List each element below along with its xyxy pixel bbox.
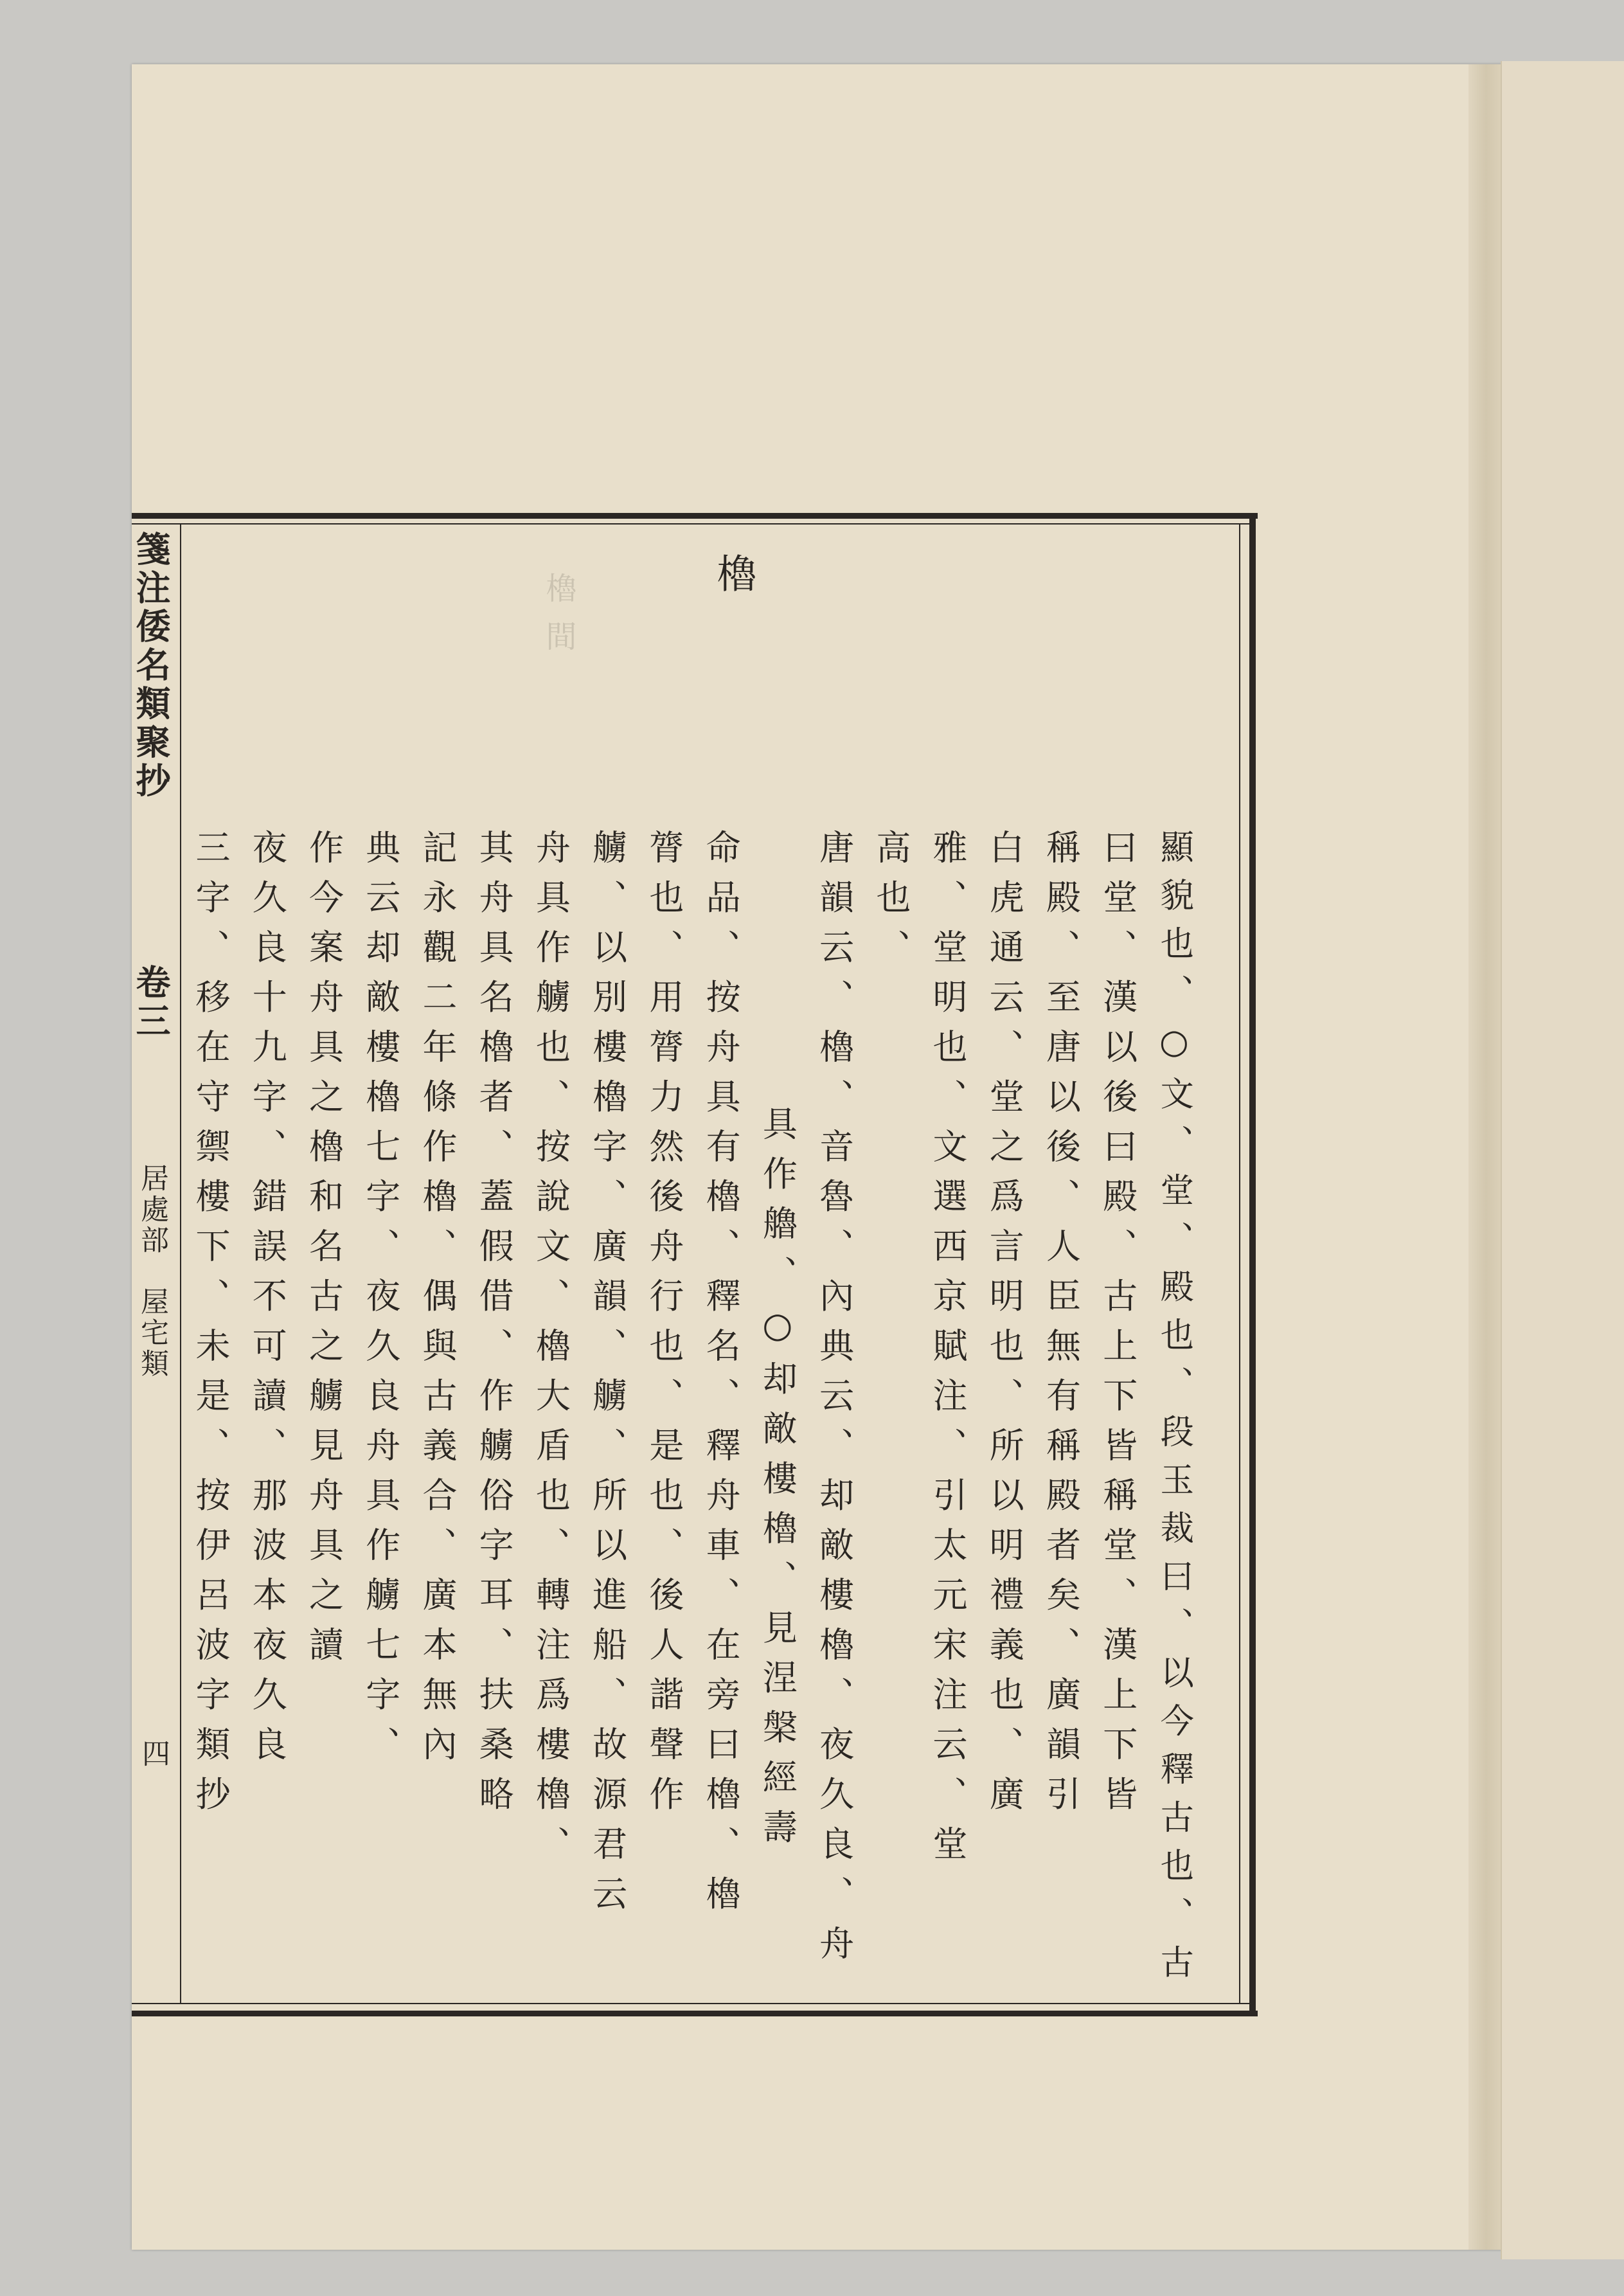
text-column: 白虎通云、堂之爲言明也、所以明禮義也、廣	[984, 829, 1025, 1825]
text-column: 舟具作艣也、按說文、櫓大盾也、轉注爲樓櫓、	[530, 829, 571, 1876]
text-column: 雅、堂明也、文選西京賦注、引太元宋注云、堂	[927, 829, 968, 1876]
frame-border-bottom	[132, 2011, 1258, 2016]
text-column: 三字、移在守禦樓下、未是、按伊呂波字類抄	[190, 829, 231, 1825]
text-column: 顯貌也、○文、堂、殿也、段玉裁曰、以今釋古也、古	[1154, 829, 1194, 1993]
spine-gutter	[1468, 64, 1504, 2250]
margin-book-title: 箋注倭名類聚抄	[130, 531, 172, 801]
text-column: 艣、以別樓櫓字、廣韻、艣、所以進船、故源君云	[587, 829, 628, 1925]
bleed-through-text: 櫓	[540, 572, 576, 616]
text-column: 具作艪、○却敵樓櫓、見涅槃經壽	[757, 1106, 798, 1859]
text-column: 命品、按舟具有櫓、釋名、釋舟車、在旁曰櫓、櫓	[700, 829, 742, 1925]
margin-page-number: 四	[137, 1739, 170, 1767]
margin-section-label: 居處部 屋宅類	[136, 1163, 168, 1379]
text-column: 高也、	[870, 829, 911, 979]
text-column: 夜久良十九字、錯誤不可讀、那波本夜久良	[247, 829, 288, 1776]
adjacent-page-edge	[1501, 61, 1624, 2259]
text-column: 典云却敵樓櫓七字、夜久良舟具作艣七字、	[360, 829, 401, 1776]
margin-volume: 卷三	[130, 964, 172, 1041]
bleed-through-text: 間	[540, 620, 576, 651]
text-column: 膂也、用膂力然後舟行也、是也、後人諧聲作	[643, 829, 684, 1825]
frame-border-top	[132, 513, 1258, 519]
frame-border-top-inner	[132, 523, 1250, 525]
entry-title: 櫓	[710, 553, 757, 598]
text-column: 其舟具名櫓者、蓋假借、作艣俗字耳、扶桑略	[474, 829, 515, 1825]
text-column: 記永觀二年條作櫓、偶與古義合、廣本無內	[416, 829, 458, 1776]
text-column: 曰堂、漢以後曰殿、古上下皆稱堂、漢上下皆	[1097, 829, 1138, 1825]
margin-divider-line	[180, 525, 181, 2003]
text-column-heading: 唐韻云、櫓、音魯、內典云、却敵樓櫓、夜久良、舟	[814, 829, 855, 1975]
frame-border-right	[1249, 513, 1256, 2016]
text-column: 作今案舟具之櫓和名古之艣見舟具之讀	[303, 829, 344, 1676]
frame-border-bottom-inner	[132, 2003, 1250, 2004]
frame-border-right-inner	[1239, 523, 1240, 2004]
text-column: 稱殿、至唐以後、人臣無有稱殿者矣、廣韻引	[1040, 829, 1082, 1825]
